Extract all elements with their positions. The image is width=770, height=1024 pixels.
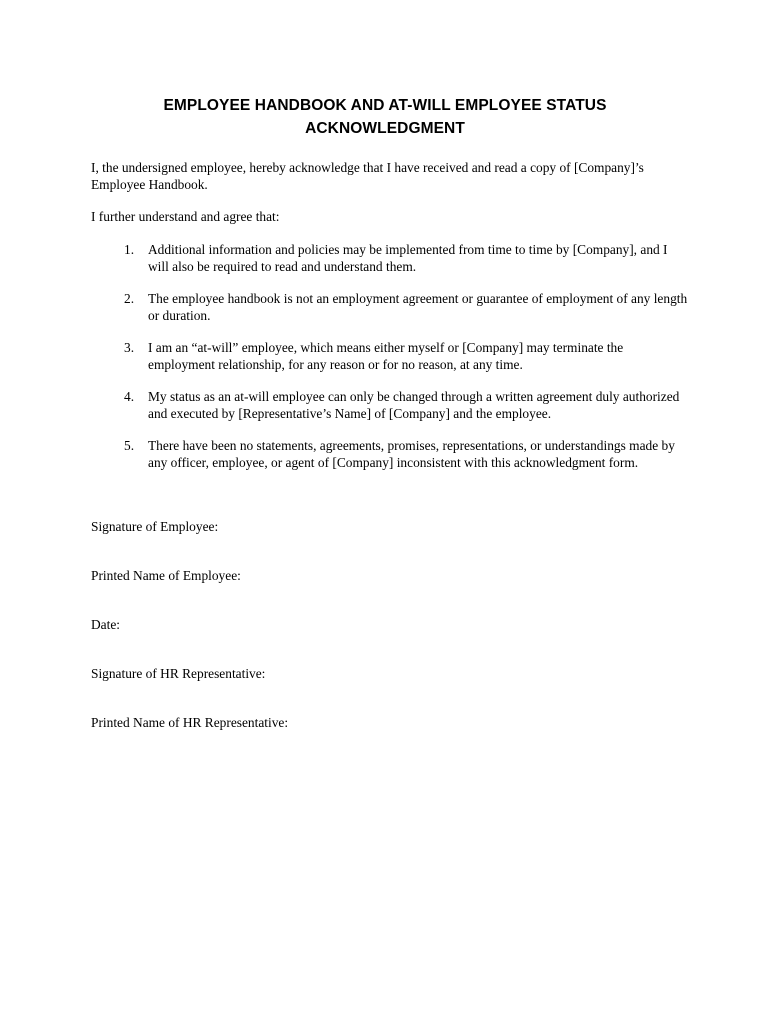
employee-printed-name-label: Printed Name of Employee: (91, 568, 241, 583)
hr-printed-name-label: Printed Name of HR Representative: (91, 715, 289, 730)
list-item-number: 1. (124, 242, 135, 257)
intro-paragraph: I, the undersigned employee, hereby acknowledge that I have received and read a copy of [Company]’s Employee Handbook. (91, 160, 644, 192)
list-item-text: There have been no statements, agreements, promises, representations, or understandings made by any officer, employee, or agent of [Company] inconsistent with this acknowledgment form. (148, 438, 675, 470)
list-item-number: 5. (124, 438, 135, 453)
document-title-line-2: ACKNOWLEDGMENT (305, 120, 465, 137)
employee-printed-name-field[interactable] (91, 568, 651, 588)
hr-signature-field[interactable] (91, 666, 651, 686)
list-item-text: I am an “at-will” employee, which means either myself or [Company] may terminate the employment relationship, for any reason or for no reason, at any time. (148, 340, 624, 372)
date-label: Date: (91, 617, 120, 632)
employee-signature-field[interactable] (91, 519, 651, 539)
list-item-number: 4. (124, 389, 135, 404)
list-item-text: My status as an at-will employee can only be changed through a written agreement duly authorized and executed by [Representative’s Name] of [Company] and the employee. (148, 389, 680, 421)
document-title-line-1: EMPLOYEE HANDBOOK AND AT-WILL EMPLOYEE STATUS (163, 97, 607, 114)
hr-signature-label: Signature of HR Representative: (91, 666, 266, 681)
hr-printed-name-field[interactable] (91, 715, 651, 735)
employee-signature-label: Signature of Employee: (91, 519, 219, 534)
list-item-number: 3. (124, 340, 135, 355)
list-item-text: Additional information and policies may be implemented from time to time by [Company], and I will also be required to read and understand them. (148, 242, 668, 274)
agreement-lead-in: I further understand and agree that: (91, 209, 280, 224)
date-field[interactable] (91, 617, 651, 637)
list-item-text: The employee handbook is not an employment agreement or guarantee of employment of any length or duration. (148, 291, 688, 323)
list-item-number: 2. (124, 291, 135, 306)
